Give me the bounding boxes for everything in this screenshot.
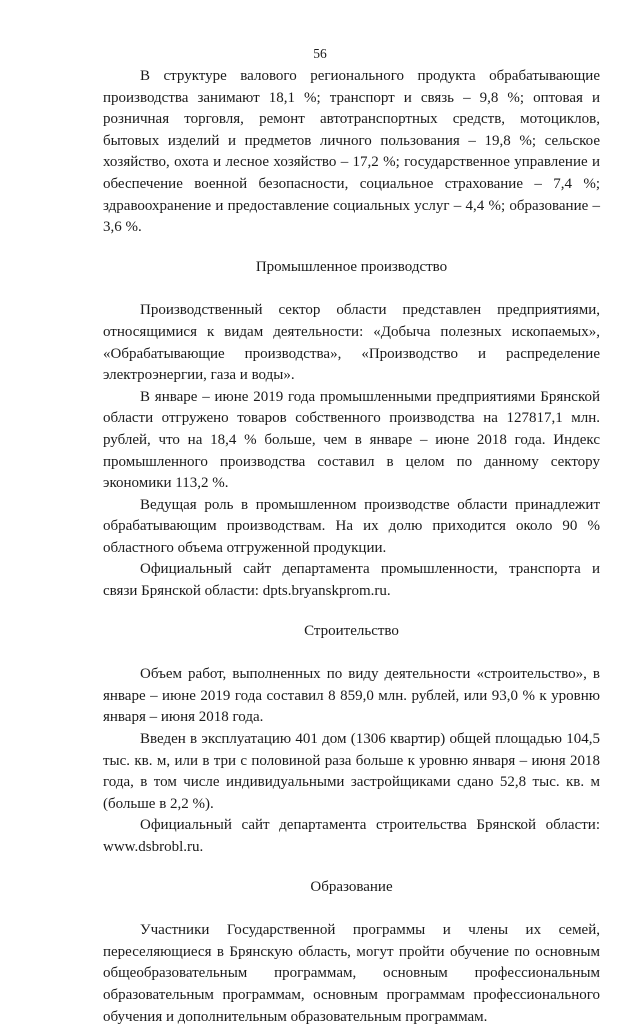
education-paragraph: Участники Государственной программы и члены их семей, переселяющиеся в Брянскую область, могут пройти обучение по основным общеобразовательным программам, основным профессиональным образовательным программам, основным программам профессионального обучения и дополнительным образовательным программам.	[103, 922, 600, 1025]
section-title-education: Образование	[310, 878, 393, 895]
intro-paragraph: В структуре валового регионального продукта обрабатывающие производства занимают 18,1 %; транспорт и связь – 9,8 %; оптовая и розничная торговля, ремонт автотранспортных средств, мотоциклов, бытовых изделий и предметов личного пользования – 19,8 %; сельское хозяйство, охота и лесное хозяйство – 17,2 %; государственное управление и обеспечение военной безопасности, социальное страхование – 7,4 %; здравоохранение и предоставление социальных услуг – 4,4 %; образование – 3,6 %.	[103, 68, 600, 236]
section-title-industry: Промышленное производство	[255, 258, 448, 275]
industry-paragraph: В январе – июне 2019 года промышленными предприятиями Брянской области отгружено товаров собственного производства на 127817,1 млн. рублей, что на 18,4 % больше, чем в январе – июне 2018 года. Индекс промышленного производства составил в целом по данному сектору экономики 113,2 %.	[103, 388, 600, 492]
industry-paragraph: Производственный сектор области представлен предприятиями, относящимися к видам деятельности: «Добыча полезных ископаемых», «Обрабатывающие производства», «Производство и распределение электроэнергии, газа и воды».	[103, 302, 600, 384]
section-title-construction: Строительство	[304, 622, 399, 639]
construction-paragraph: Введен в эксплуатацию 401 дом (1306 квартир) общей площадью 104,5 тыс. кв. м, или в три с половиной раза больше к уровню января – июня 2018 года, в том числе индивидуальными застройщиками сдано 52,8 тыс. кв. м (больше в 2,2 %).	[103, 731, 600, 812]
page-content	[103, 66, 600, 1028]
industry-paragraph: Официальный сайт департамента промышленности, транспорта и связи Брянской области: dpts.bryanskprom.ru.	[103, 561, 600, 600]
construction-paragraph: Объем работ, выполненных по виду деятельности «строительство», в январе – июне 2019 года составил 8 859,0 млн. рублей, или 93,0 % к уровню января – июня 2018 года.	[103, 666, 600, 726]
page-number: 56	[313, 46, 327, 61]
construction-paragraph: Официальный сайт департамента строительства Брянской области: www.dsbrobl.ru.	[103, 817, 600, 855]
industry-paragraph: Ведущая роль в промышленном производстве области принадлежит обрабатывающим производствам. На их долю приходится около 90 % областного объема отгруженной продукции.	[103, 496, 600, 556]
